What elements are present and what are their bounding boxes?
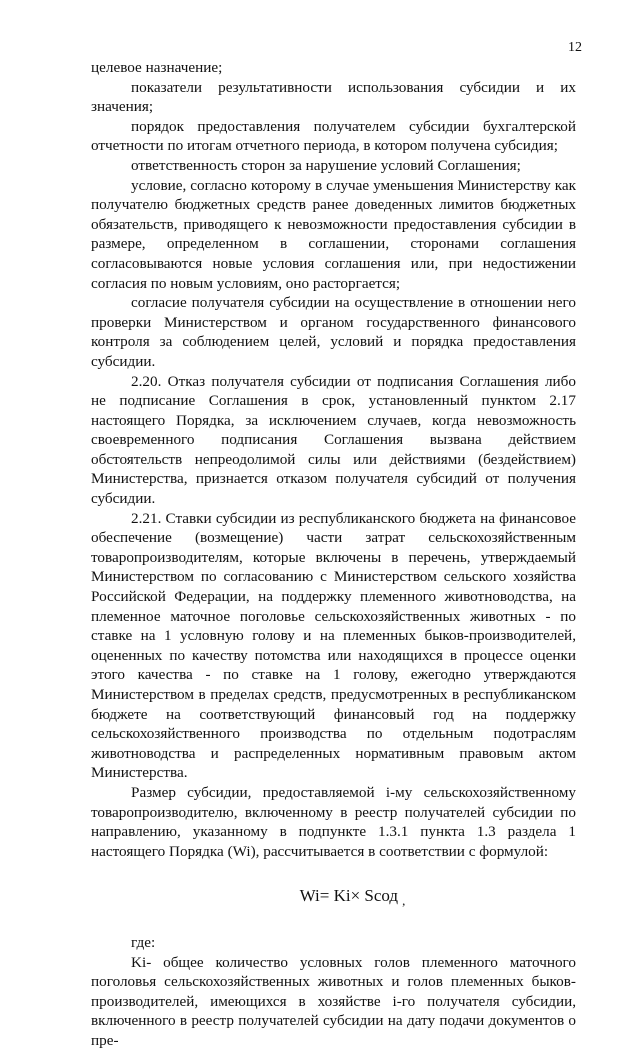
- paragraph: согласие получателя субсидии на осуществление в отношении него проверки Министерством и органом государственного финансового контроля за соблюдением целей, условий и порядка предоставления субсидии.: [91, 294, 576, 370]
- formula: [91, 886, 576, 907]
- formula-text: Wi= Ki× Sсод: [299, 886, 399, 906]
- document-body: [91, 58, 576, 1051]
- paragraph: ответственность сторон за нарушение условий Соглашения;: [131, 156, 521, 174]
- ki-definition: Ki- общее количество условных голов племенного маточного поголовья сельскохозяйственных животных и голов племенных быков-производителей, имеющихся в хозяйстве i-го получателя субсидии, включенного в реестр получателей субсидии на дату подачи документов о пре-: [91, 953, 576, 1049]
- paragraph: Размер субсидии, предоставляемой i-му сельскохозяйственному товаропроизводителю, включенному в реестр получателей субсидии по направлению, указанному в подпункте 1.3.1 пункта 1.3 раздела 1 настоящего Порядка (Wi), рассчитывается в соответствии с формулой:: [91, 783, 576, 860]
- paragraph: целевое назначение;: [91, 59, 223, 76]
- paragraph: условие, согласно которому в случае уменьшения Министерству как получателю бюджетных средств ранее доведенных лимитов бюджетных обязательств, приводящего к невозможности предоставления субсидии в размере, определенном в соглашении, сторонами соглашения согласовываются новые условия соглашения или, при недостижении согласия по новым условиям, оно расторгается;: [91, 176, 576, 292]
- page-number: 12: [568, 40, 582, 55]
- paragraph: 2.20. Отказ получателя субсидии от подписания Соглашения либо не подписание Соглашения в срок, установленный пунктом 2.17 настоящего Порядка, за исключением случаев, когда невозможность своевременного подписания Соглашения вызвана действием обстоятельств непреодолимой силы или действиями (бездействием) Министерства, признается отказом получателя субсидий от получения субсидии.: [91, 372, 576, 508]
- where-label: где:: [131, 933, 156, 951]
- paragraph: порядок предоставления получателем субсидии бухгалтерской отчетности по итогам отчетного периода, в котором получена субсидия;: [91, 117, 576, 155]
- paragraph: показатели результативности использования субсидии и их значения;: [91, 78, 576, 116]
- paragraph: 2.21. Ставки субсидии из республиканского бюджета на финансовое обеспечение (возмещение) части затрат сельскохозяйственным товаропроизводителям, которые включены в перечень, утверждаемый Министерством по согласованию с Министерством сельского хозяйства Российской Федерации, на поддержку племенного животноводства, на племенное маточное поголовье сельскохозяйственных животных - по ставке на 1 условную голову и на племенных быков-производителей, оцененных по качеству потомства или находящихся в процессе оценки этого качества - по ставке на 1 голову, ежегодно утверждаются Министерством в пределах средств, предусмотренных в республиканском бюджете на соответствующий финансовый год на поддержку сельскохозяйственного производства по отдельным подотраслям животноводства и распределенных нормативным правовым актом Министерства.: [91, 509, 576, 782]
- formula-trailing-comma: ,: [402, 893, 406, 909]
